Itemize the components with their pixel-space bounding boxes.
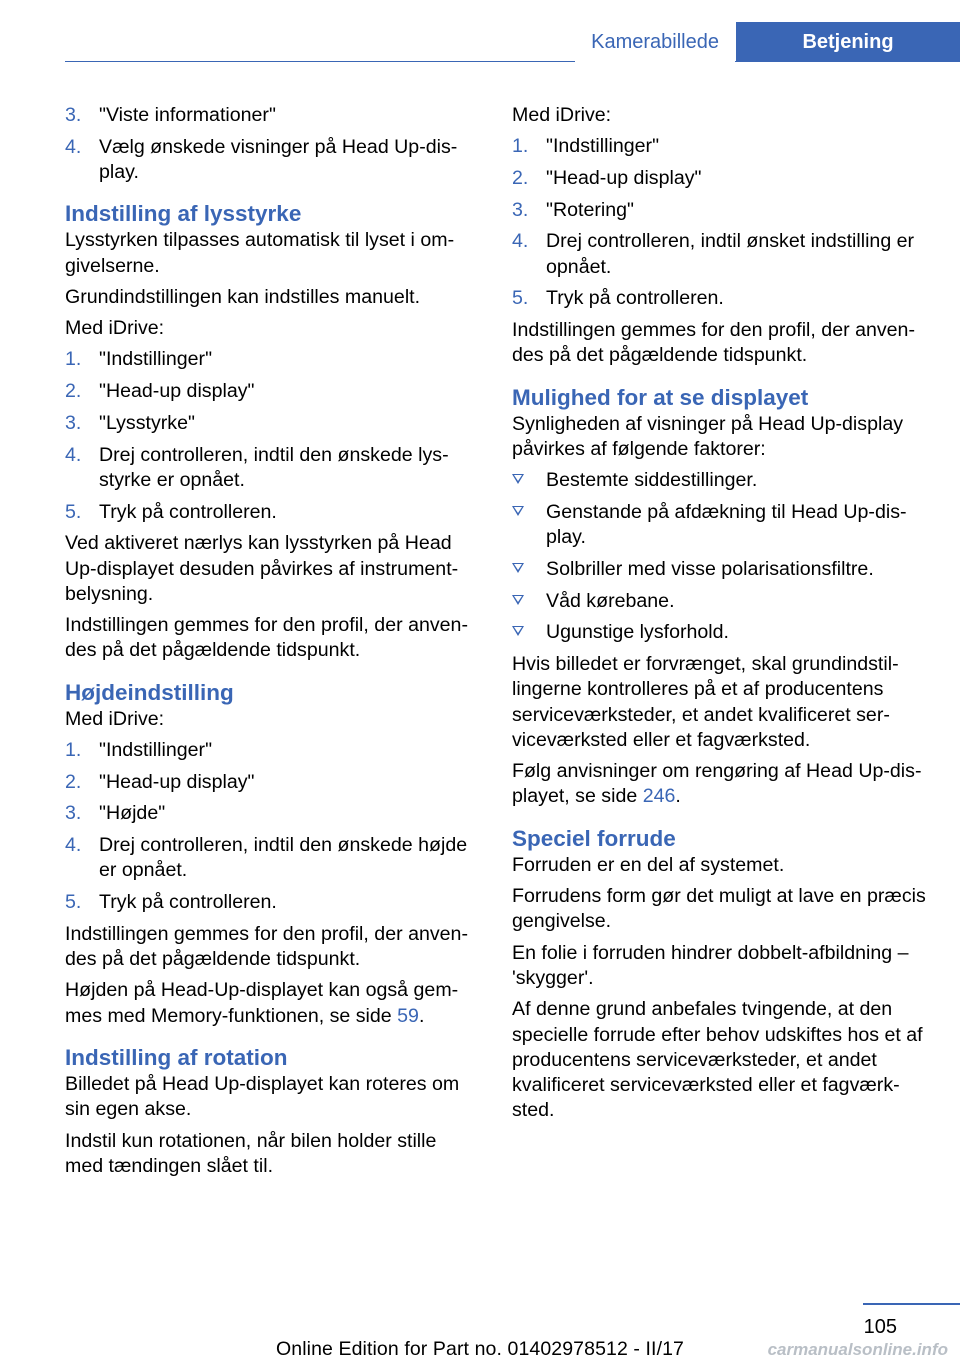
paragraph: Grundindstillingen kan indstilles manuelt.: [65, 285, 421, 308]
bullet-item-text: Ugunstige lysforhold.: [546, 621, 729, 644]
list-number: 5.: [65, 500, 82, 523]
list-number: 1.: [65, 348, 82, 371]
paragraph: Synligheden af visninger på Head Up-display påvirkes af følgende faktorer:: [512, 412, 904, 460]
section-heading-rotation: Indstilling af rotation: [65, 1044, 288, 1070]
list-item-text: "Indstillinger": [99, 348, 213, 371]
paragraph: Med iDrive:: [512, 104, 612, 126]
paragraph: Med iDrive:: [65, 707, 165, 730]
paragraph: Hvis billedet er forvrænget, skal grundindstillingerne kontrolleres på et af producentens serviceværksteder, et andet kvalificeret serviceværksted eller et fagværksted.: [512, 652, 899, 751]
list-item-text: "Head-up display": [99, 770, 255, 793]
list-item: [512, 198, 930, 223]
paragraph-end: .: [418, 1004, 425, 1027]
list-number: 4.: [65, 443, 82, 466]
list-number: 4.: [512, 230, 529, 253]
right-column: [512, 103, 930, 1130]
list-item-text: "Højde": [99, 802, 166, 825]
list-number: 3.: [65, 802, 82, 825]
section-heading-hojdeindstilling: Højdeindstilling: [65, 679, 234, 705]
list-item: [65, 890, 477, 915]
list-item-text: "Rotering": [546, 198, 634, 221]
list-number: 4.: [65, 834, 82, 857]
triangle-bullet-icon: [512, 563, 524, 573]
bullet-item-text: Solbriller med visse polarisationsfiltre.: [546, 557, 874, 580]
list-item: [65, 379, 477, 404]
page-number: 105: [863, 1316, 897, 1338]
list-item-text: Tryk på controlleren.: [99, 500, 277, 523]
list-item-text: "Viste informationer": [99, 104, 276, 126]
paragraph: Billedet på Head Up-displayet kan roteres om sin egen akse.: [65, 1072, 460, 1121]
footer-rule: [863, 1303, 960, 1305]
left-column: [65, 103, 477, 1185]
paragraph: Indstillingen gemmes for den profil, der anvendes på det pågældende tidspunkt.: [65, 922, 468, 971]
list-item-text: Drej controlleren, indtil den ønskede lysstyrke er opnået.: [99, 443, 449, 491]
bullet-item-text: Våd kørebane.: [546, 589, 675, 612]
list-item-text: Tryk på controlleren.: [99, 891, 277, 914]
list-number: 5.: [512, 287, 529, 310]
paragraph: Ved aktiveret nærlys kan lysstyrken på Head Up-displayet desuden påvirkes af instrumentbelysning.: [65, 532, 459, 605]
page-link-59[interactable]: 59: [397, 1004, 419, 1027]
numbered-list: [65, 103, 477, 185]
list-number: 3.: [512, 198, 529, 221]
paragraph: Af denne grund anbefales tvingende, at den specielle forrude efter behov udskiftes hos et af producentens serviceværksteder, et andet kvalificeret serviceværksted eller et fagværksted.: [512, 998, 923, 1122]
numbered-list: [65, 738, 477, 915]
bullet-item: [512, 589, 930, 614]
list-item-text: "Head-up display": [99, 380, 255, 403]
list-item: [65, 801, 477, 826]
bullet-item: [512, 468, 930, 493]
triangle-bullet-icon: [512, 595, 524, 605]
paragraph: Forruden er en del af systemet.: [512, 853, 785, 876]
bullet-item-text: Bestemte siddestillinger.: [546, 469, 758, 492]
paragraph: Indstil kun rotationen, når bilen holder stille med tændingen slået til.: [65, 1129, 437, 1177]
list-item: [65, 443, 477, 494]
section-tab-betjening[interactable]: Betjening: [736, 22, 960, 62]
bullet-item: [512, 557, 930, 582]
bullet-item: [512, 500, 930, 551]
bullet-item: [512, 620, 930, 645]
paragraph-text: Følg anvisninger om rengøring af Head Up-displayet, se side: [512, 760, 922, 808]
paragraph: En folie i forruden hindrer dobbelt-afbildning – 'skygger'.: [512, 941, 909, 989]
list-number: 3.: [65, 104, 82, 126]
paragraph: [512, 759, 930, 810]
page-link-246[interactable]: 246: [642, 785, 676, 808]
list-item-text: Vælg ønskede visninger på Head Up-display.: [99, 135, 458, 183]
watermark: carmanualsonline.info: [767, 1340, 948, 1359]
paragraph-end: .: [675, 785, 681, 808]
paragraph-text: Højden på Head-Up-displayet kan også gemmes med Memory-funktionen, se side: [65, 979, 459, 1027]
list-number: 2.: [512, 166, 529, 189]
list-item-text: "Indstillinger": [99, 738, 213, 761]
paragraph: Indstillingen gemmes for den profil, der anvendes på det pågældende tidspunkt.: [65, 614, 468, 662]
bullet-item-text: Genstande på afdækning til Head Up-display.: [546, 500, 907, 549]
paragraph: Med iDrive:: [65, 317, 165, 340]
paragraph: Lysstyrken tilpasses automatisk til lyset i omgivelserne.: [65, 229, 455, 277]
list-item: [65, 500, 477, 525]
list-item-text: "Head-up display": [546, 166, 702, 189]
list-item-text: Tryk på controlleren.: [546, 287, 724, 310]
list-item-text: "Lysstyrke": [99, 411, 195, 434]
section-heading-synlighed: Mulighed for at se displayet: [512, 384, 809, 410]
list-item: [512, 286, 930, 311]
edition-footer: Online Edition for Part no. 01402978512 - II/17: [276, 1338, 684, 1360]
list-number: 1.: [512, 135, 529, 158]
list-number: 2.: [65, 380, 82, 403]
list-item: [512, 166, 930, 191]
paragraph: [65, 978, 477, 1029]
list-item: [65, 103, 477, 128]
list-item: [512, 229, 930, 280]
list-number: 1.: [65, 738, 82, 761]
list-item: [65, 833, 477, 884]
triangle-bullet-icon: [512, 506, 524, 516]
list-item: [65, 738, 477, 763]
list-number: 5.: [65, 891, 82, 914]
list-item: [65, 135, 477, 186]
list-item-text: Drej controlleren, indtil den ønskede højde er opnået.: [99, 834, 468, 882]
section-heading-lysstyrke: Indstilling af lysstyrke: [65, 201, 302, 227]
list-item: [512, 134, 930, 159]
numbered-list: [65, 347, 477, 524]
list-number: 4.: [65, 135, 82, 158]
list-item-text: Drej controlleren, indtil ønsket indstilling er opnået.: [546, 230, 915, 278]
bullet-list: [512, 468, 930, 645]
triangle-bullet-icon: [512, 474, 524, 484]
list-item: [65, 770, 477, 795]
list-item-text: "Indstillinger": [546, 135, 660, 158]
list-number: 3.: [65, 411, 82, 434]
section-heading-speciel-forrude: Speciel forrude: [512, 825, 676, 851]
numbered-list: [512, 134, 930, 311]
list-item: [65, 347, 477, 372]
paragraph: Forrudens form gør det muligt at lave en præcis gengivelse.: [512, 885, 926, 933]
triangle-bullet-icon: [512, 626, 524, 636]
section-tab-kamerabillede[interactable]: Kamerabillede: [575, 22, 735, 62]
paragraph: Indstillingen gemmes for den profil, der anvendes på det pågældende tidspunkt.: [512, 319, 915, 367]
list-number: 2.: [65, 770, 82, 793]
list-item: [65, 411, 477, 436]
